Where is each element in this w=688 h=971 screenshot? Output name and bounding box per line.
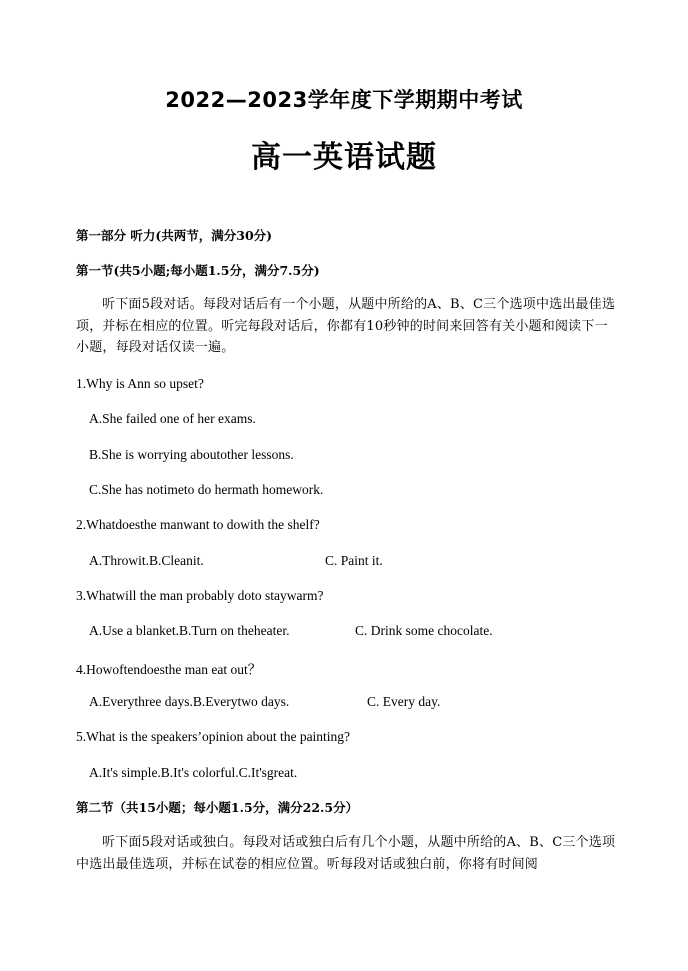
section2-instructions [76,832,616,875]
question-3-stem: 3.Whatwill the man probably doto staywarm? [76,588,324,603]
question-4-options-ab: A.Everythree days.B.Everytwo days. [89,694,290,709]
section1-heading: 第一节(共5小题;每小题1.5分，满分7.5分) [76,263,320,278]
question-3-options-ab: A.Use a blanket.B.Turn on theheater. [89,623,290,638]
section1-instructions-text: 听下面5段对话。每段对话后有一个小题，从题中所给的A、B、C三个选项中选出最佳选项，并标在相应的位置。听完每段对话后，你都有10秒钟的时间来回答有关小题和阅读下一小题，每段对话仅读一遍。 [76,297,616,355]
section2-heading: 第二节（共15小题；每小题1.5分，满分22.5分） [76,800,359,815]
question-2-option-c: C. Paint it. [325,553,383,568]
question-2-options-ab: A.Throwit.B.Cleanit. [89,553,204,568]
question-4-stem: 4.Howoftendoesthe man eat out？ [76,662,262,677]
question-5-stem: 5.What is the speakers’opinion about the painting? [76,729,351,744]
question-3-option-c: C. Drink some chocolate. [355,623,493,638]
question-4-option-c: C. Every day. [367,694,441,709]
section2-instructions-text: 听下面5段对话或独白。每段对话或独白后有几个小题，从题中所给的A、B、C三个选项中选出最佳选项，并标在试卷的相应位置。听每段对话或独白前，你将有时间阅 [76,835,616,872]
part1-heading: 第一部分 听力(共两节，满分30分) [76,228,273,243]
section1-instructions [76,294,616,359]
question-5-options: A.It's simple.B.It's colorful.C.It'sgreat. [89,765,298,780]
question-1-option-c: C.She has notimeto do hermath homework. [89,482,324,497]
question-2-stem: 2.Whatdoesthe manwant to dowith the shelf? [76,517,320,532]
exam-subtitle: 高一英语试题 [251,140,437,175]
question-1-stem: 1.Why is Ann so upset? [76,376,204,391]
exam-title: 2022—2023学年度下学期期中考试 [165,88,523,112]
question-1-option-b: B.She is worrying aboutother lessons. [89,447,294,462]
question-1-option-a: A.She failed one of her exams. [89,411,256,426]
